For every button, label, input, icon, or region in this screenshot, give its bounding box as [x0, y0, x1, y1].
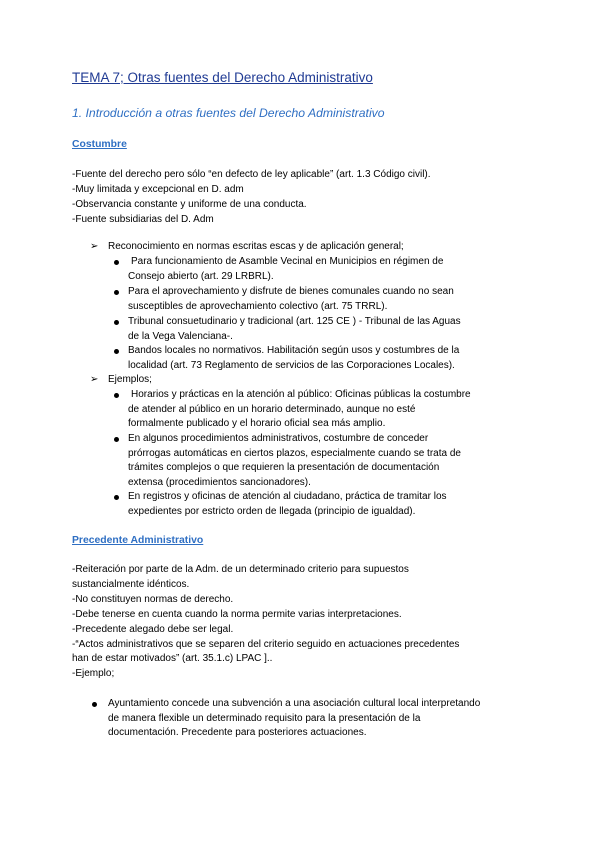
- costumbre-line: -Observancia constante y uniforme de una conducta.: [72, 198, 307, 210]
- list-item-line: expedientes por estricto orden de llegada (principio de igualdad).: [128, 505, 416, 517]
- costumbre-line: -Fuente subsidiarias del D. Adm: [72, 213, 214, 225]
- arrow-item-ejemplos: [90, 373, 152, 388]
- list-item-line: Para funcionamiento de Asamble Vecinal en Municipios en régimen de: [131, 256, 444, 267]
- costumbre-lines: [72, 168, 431, 228]
- precedente-line: -Debe tenerse en cuenta cuando la norma permite varias interpretaciones.: [72, 608, 402, 620]
- precedente-line: han de estar motivados” (art. 35.1.c) LPAC ]..: [72, 653, 273, 665]
- list-item-line: prórrogas automáticas en ciertos plazos, especialmente cuando se trata de: [128, 447, 461, 459]
- bullet-icon: [114, 393, 119, 398]
- list-item-line: trámites complejos o que requieren la presentación de documentación: [128, 462, 440, 474]
- list-item-line: Tribunal consuetudinario y tradicional (art. 125 CE ) - Tribunal de las Aguas: [128, 316, 461, 327]
- bullet-icon: [92, 702, 97, 707]
- list-item: [128, 388, 471, 432]
- list-item-line: documentación. Precedente para posteriores actuaciones.: [108, 727, 367, 739]
- bullet-icon: [114, 349, 119, 354]
- list-item: [128, 285, 454, 314]
- list-item-line: Para el aprovechamiento y disfrute de bienes comunales cuando no sean: [128, 286, 454, 297]
- bullet-icon: [114, 290, 119, 295]
- list-item: [108, 697, 480, 741]
- section-heading-introduccion: 1. Introducción a otras fuentes del Derecho Administrativo: [72, 106, 385, 120]
- precedente-line: sustancialmente idénticos.: [72, 578, 190, 590]
- costumbre-line: -Muy limitada y excepcional en D. adm: [72, 183, 244, 195]
- arrow-marker-icon: ➢: [90, 241, 99, 252]
- arrow-marker-icon: ➢: [90, 374, 99, 385]
- list-item-line: Horarios y prácticas en la atención al público: Oficinas públicas la costumbre: [131, 389, 471, 400]
- list-item-line: extensa (procedimientos sancionadores).: [128, 476, 311, 488]
- list-item: [128, 344, 459, 373]
- list-item-line: susceptibles de aprovechamiento colectivo (art. 75 TRRL).: [128, 300, 388, 312]
- list-item-line: formalmente publicado y el horario oficial sea más amplio.: [128, 418, 386, 430]
- list-item: [128, 255, 443, 284]
- precedente-lines: [72, 563, 459, 682]
- arrow-item-reconocimiento: [90, 240, 404, 255]
- precedente-line: -Reiteración por parte de la Adm. de un determinado criterio para supuestos: [72, 564, 409, 575]
- document-title: TEMA 7; Otras fuentes del Derecho Administrativo: [72, 70, 373, 85]
- list-item-line: Bandos locales no normativos. Habilitación según usos y costumbres de la: [128, 345, 460, 356]
- list-item-line: Ayuntamiento concede una subvención a una asociación cultural local interpretando: [108, 698, 481, 709]
- list-item-line: de manera flexible un determinado requisito para la presentación de la: [108, 712, 421, 724]
- list-item-line: localidad (art. 73 Reglamento de servicios de las Corporaciones Locales).: [128, 359, 455, 371]
- bullet-icon: [114, 320, 119, 325]
- list-item: [128, 490, 447, 519]
- bullet-icon: [114, 260, 119, 265]
- arrow-item-text: Ejemplos;: [108, 374, 152, 385]
- bullet-icon: [114, 495, 119, 500]
- list-item-line: de la Vega Valenciana-.: [128, 330, 233, 342]
- precedente-line: -Precedente alegado debe ser legal.: [72, 623, 234, 635]
- costumbre-line: -Fuente del derecho pero sólo “en defecto de ley aplicable” (art. 1.3 Código civil).: [72, 169, 431, 180]
- list-item-line: de atender al público en un horario determinado, aunque no esté: [128, 403, 416, 415]
- list-item: [128, 432, 461, 490]
- list-item-line: En registros y oficinas de atención al ciudadano, práctica de tramitar los: [128, 491, 447, 502]
- precedente-line: -No constituyen normas de derecho.: [72, 593, 234, 605]
- list-item-line: Consejo abierto (art. 29 LRBRL).: [128, 270, 274, 282]
- precedente-line: -Ejemplo;: [72, 668, 115, 680]
- bullet-icon: [114, 437, 119, 442]
- subheading-costumbre: Costumbre: [72, 139, 127, 150]
- subheading-precedente: Precedente Administrativo: [72, 535, 204, 546]
- arrow-item-text: Reconocimiento en normas escritas escas y de aplicación general;: [108, 241, 404, 252]
- list-item: [128, 315, 461, 344]
- list-item-line: En algunos procedimientos administrativos, costumbre de conceder: [128, 433, 429, 444]
- precedente-line: -“Actos administrativos que se separen del criterio seguido en actuaciones precedentes: [72, 638, 460, 650]
